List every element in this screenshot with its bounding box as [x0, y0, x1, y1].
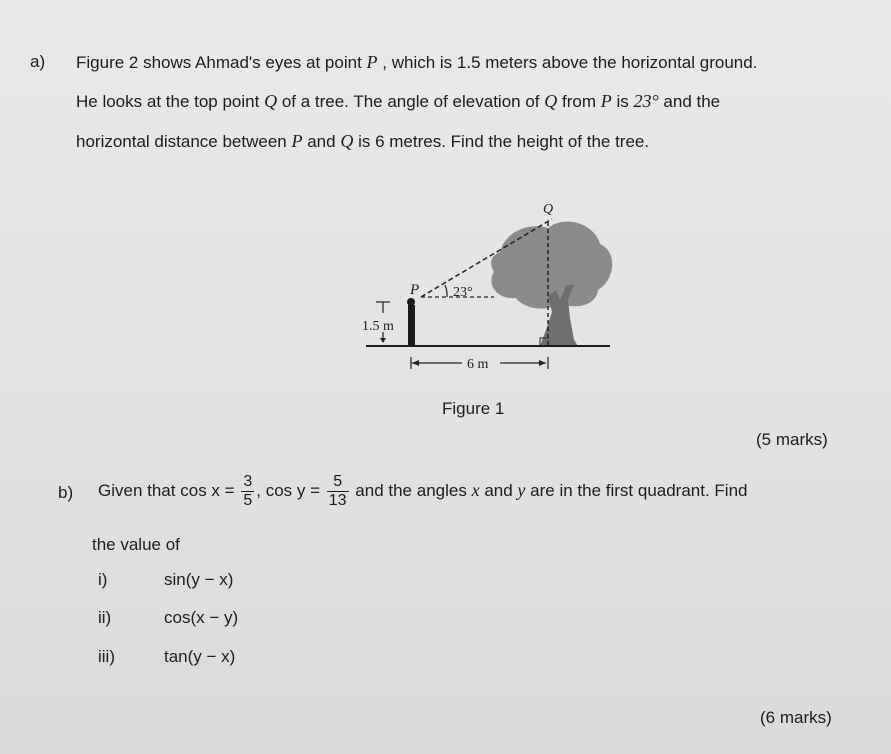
var-x: x [471, 480, 480, 500]
part-a-text-2d: is [616, 92, 629, 111]
cos-y-fraction [327, 473, 349, 510]
height-arrow-down [380, 338, 386, 343]
item-expression: sin(y − x) [164, 570, 234, 589]
label-height: 1.5 m [362, 319, 394, 334]
part-a-text-3b: and [307, 132, 336, 151]
question-item [98, 570, 233, 590]
item-number: ii) [98, 608, 112, 627]
part-b-and: and [484, 481, 513, 500]
item-expression: cos(x − y) [164, 608, 239, 627]
label-q: Q [543, 202, 554, 217]
part-a-text-2e: and the [663, 92, 721, 111]
point-p: P [366, 52, 378, 72]
part-a-text-3c: is 6 metres. Find the height of the tree. [358, 132, 650, 151]
question-item [98, 608, 238, 628]
cos-x-lhs: cos x = [180, 481, 235, 500]
part-b-line-2: the value of [92, 535, 180, 554]
part-a-marks: (5 marks) [756, 430, 828, 449]
part-b-line-1 [98, 470, 748, 511]
angle-arc [445, 285, 447, 297]
cos-y-lhs: cos y = [265, 481, 321, 500]
var-y: y [517, 480, 526, 500]
item-number: iii) [98, 647, 115, 666]
part-b-label: b) [58, 483, 74, 502]
person-head [407, 298, 415, 306]
person-figure [408, 305, 415, 346]
part-a-text-1a: Figure 2 shows Ahmad's eyes at point [76, 53, 362, 72]
cos-x-denominator: 5 [243, 492, 253, 510]
question-item [98, 647, 235, 667]
part-a-text-2c: from [561, 92, 596, 111]
part-a-text-3a: horizontal distance between [76, 132, 287, 151]
cos-y-numerator: 5 [327, 473, 349, 492]
cos-y-denominator: 13 [328, 492, 347, 510]
label-distance: 6 m [467, 357, 489, 372]
distance-arrow-right [539, 360, 546, 366]
item-number: i) [98, 570, 108, 589]
cos-x-numerator: 3 [243, 473, 253, 491]
comma: , [256, 481, 261, 500]
point-p: P [291, 131, 303, 151]
part-a-text-1b: , which is 1.5 meters above the horizontal ground. [382, 53, 758, 72]
point-q: Q [544, 91, 558, 111]
point-q: Q [340, 131, 354, 151]
item-expression: tan(y − x) [164, 647, 236, 666]
figure-caption: Figure 1 [442, 399, 505, 418]
part-b-text-2: are in the first quadrant. Find [530, 481, 748, 500]
part-a-label: a) [30, 52, 46, 71]
label-angle: 23° [453, 285, 473, 300]
cos-x-fraction [241, 473, 254, 510]
part-b-intro: Given that [98, 481, 176, 500]
part-a-text-2b: of a tree. The angle of elevation of [281, 92, 540, 111]
angle-value: 23° [633, 91, 659, 111]
part-b-marks: (6 marks) [760, 708, 832, 727]
point-p: P [600, 91, 612, 111]
part-b-text-1: and the angles [355, 481, 467, 500]
distance-arrow-left [412, 360, 419, 366]
part-a-text-2a: He looks at the top point [76, 92, 260, 111]
point-q: Q [264, 91, 278, 111]
label-p: P [410, 282, 420, 298]
